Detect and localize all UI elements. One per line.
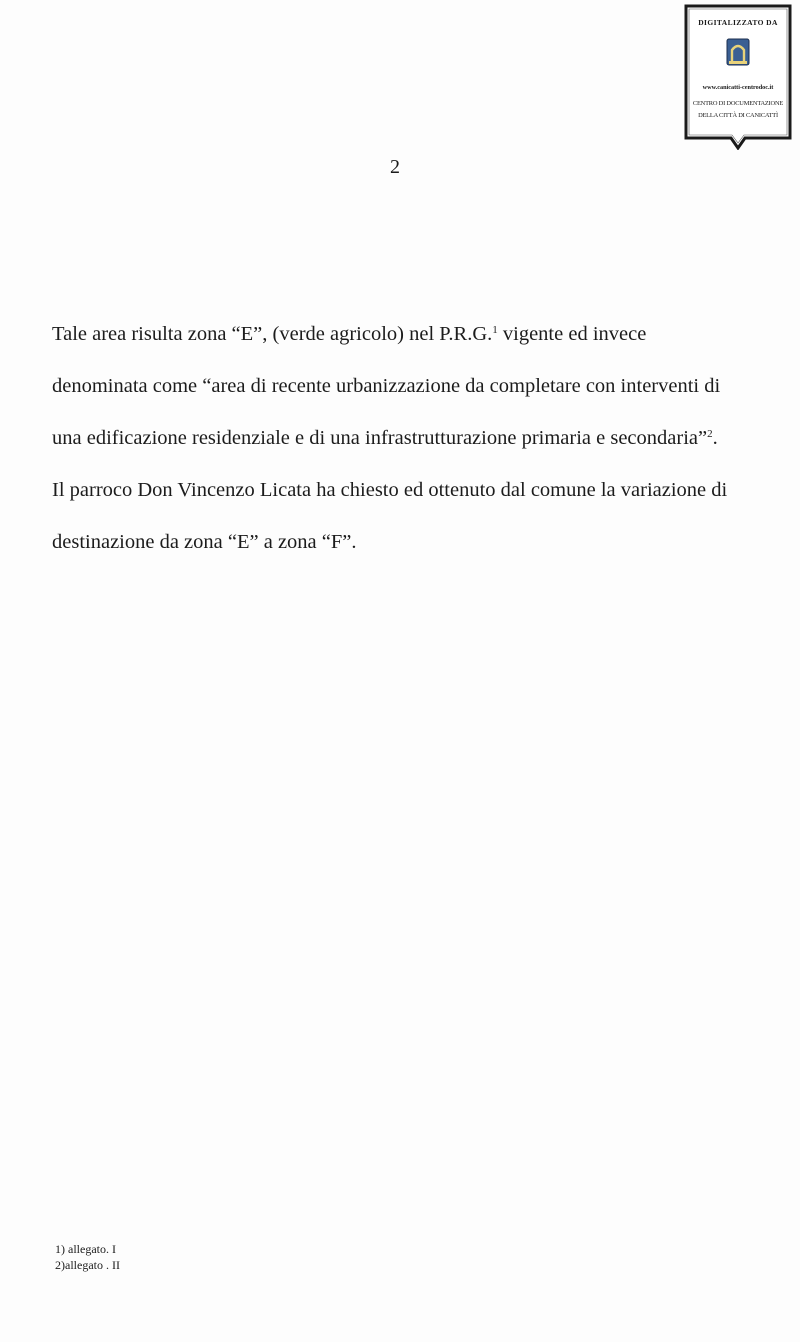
footnote-1: 1) allegato. I — [55, 1242, 116, 1256]
city-arch-emblem-icon — [727, 39, 749, 65]
body-line-2: denominata come “area di recente urbanizzazione da completare con interventi di — [52, 375, 721, 397]
body-paragraph — [52, 316, 772, 576]
page-number: 2 — [390, 156, 400, 178]
footnotes — [55, 1241, 120, 1273]
digitization-stamp — [683, 4, 793, 150]
body-line-1-end: vigente ed invece — [497, 323, 647, 345]
body-line-3-text: una edificazione residenziale e di una infrastrutturazione primaria e secondaria” — [52, 427, 708, 449]
body-line-4: Il parroco Don Vincenzo Licata ha chiesto ed ottenuto dal comune la variazione di — [52, 479, 728, 501]
body-line-1 — [52, 316, 772, 368]
body-line-3 — [52, 420, 772, 472]
footnote-ref-2: 2 — [707, 428, 713, 440]
body-line-3-end: . — [712, 427, 718, 449]
footnote-ref-1: 1 — [492, 324, 498, 336]
stamp-title: DIGITALIZZATO DA — [698, 18, 778, 27]
body-line-5: destinazione da zona “E” a zona “F”. — [52, 531, 357, 553]
stamp-institution-line2: DELLA CITTÀ DI CANICATTÌ — [698, 112, 778, 119]
body-line-1-text: Tale area risulta zona “E”, (verde agricolo) nel P.R.G. — [52, 323, 493, 345]
stamp-institution-line1: CENTRO DI DOCUMENTAZIONE — [692, 100, 784, 107]
stamp-url: www.canicatti-centrodoc.it — [702, 84, 774, 91]
footnote-2: 2)allegato . II — [55, 1258, 120, 1272]
